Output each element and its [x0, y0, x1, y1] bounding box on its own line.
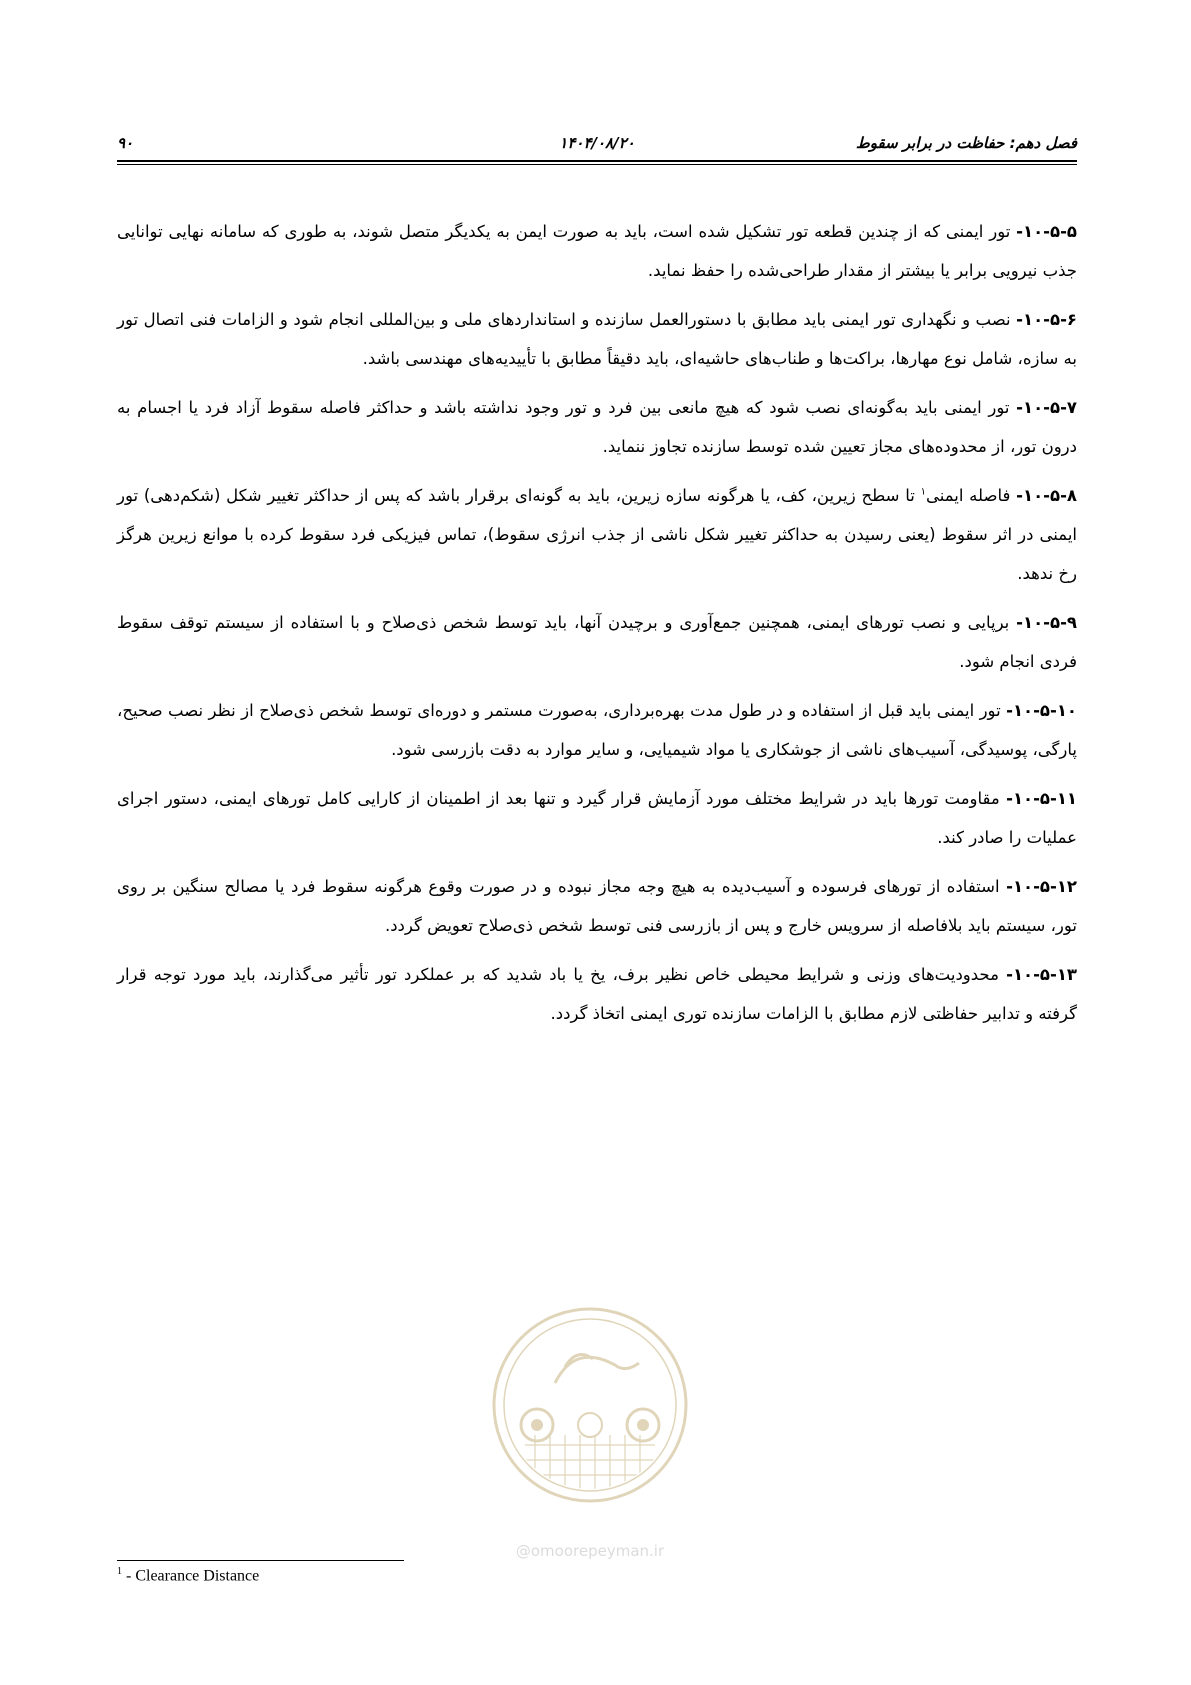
clause-10-5-11: [117, 779, 1077, 857]
page-body: [117, 212, 1077, 1043]
clause-text: تا سطح زیرین، کف، یا هرگونه سازه زیرین، باید به گونه‌ای برقرار باشد که پس از حداکثر تغییر شکل (شکم‌دهی) تور ایمنی در اثر سقوط (یعنی رسیدن به حداکثر تغییر شکل ناشی از جذب انرژی سقوط)، تماس فیزیکی فرد سقوط کرده با موانع زیرین هرگز رخ ندهد.: [117, 486, 1077, 583]
page-number: ۹۰: [117, 134, 134, 152]
watermark: [485, 1275, 695, 1575]
clause-number: ۱۰-۵-۷-: [1016, 398, 1077, 417]
clause-text: نصب و نگهداری تور ایمنی باید مطابق با دستورالعمل سازنده و استانداردهای ملی و بین‌المللی انجام شود و الزامات فنی اتصال تور به سازه، شامل نوع مهارها، براکت‌ها و طناب‌های حاشیه‌ای، باید دقیقاً مطابق با تأییدیه‌های مهندسی باشد.: [117, 310, 1077, 368]
clause-number: ۱۰-۵-۱۰-: [1006, 701, 1077, 720]
clause-number: ۱۰-۵-۱۲-: [1006, 877, 1077, 896]
footnote-marker: 1: [117, 1566, 122, 1577]
watermark-seal-icon: [485, 1275, 695, 1535]
header-date: ۱۴۰۴/۰۸/۲۰: [559, 134, 635, 152]
clause-text: تور ایمنی باید به‌گونه‌ای نصب شود که هیچ مانعی بین فرد و تور وجود نداشته باشد و حداکثر فاصله سقوط آزاد فرد یا اجسام به درون تور، از محدوده‌های مجاز تعیین شده توسط سازنده تجاوز ننماید.: [117, 398, 1077, 456]
clause-number: ۱۰-۵-۵-: [1016, 222, 1077, 241]
clause-10-5-5: [117, 212, 1077, 290]
clause-text: برپایی و نصب تورهای ایمنی، همچنین جمع‌آوری و برچیدن آنها، باید توسط شخص ذی‌صلاح و با استفاده از سیستم توقف سقوط فردی انجام شود.: [117, 613, 1077, 671]
footnote-text: - Clearance Distance: [122, 1567, 260, 1585]
clause-number: ۱۰-۵-۱۱-: [1006, 789, 1077, 808]
clause-number: ۱۰-۵-۶-: [1016, 310, 1077, 329]
clause-text-lead: فاصله ایمنی: [925, 486, 1017, 505]
header-divider: [117, 160, 1077, 165]
clause-text: استفاده از تورهای فرسوده و آسیب‌دیده به هیچ وجه مجاز نبوده و در صورت وقوع هرگونه سقوط فرد یا مصالح سنگین بر روی تور، سیستم باید بلافاصله از سرویس خارج و پس از بازرسی فنی توسط شخص ذی‌صلاح تعویض گردد.: [117, 877, 1077, 935]
clause-10-5-7: [117, 388, 1077, 466]
footnote: [117, 1566, 259, 1585]
clause-text: تور ایمنی که از چندین قطعه تور تشکیل شده است، باید به صورت ایمن به یکدیگر متصل شوند، به طوری که سامانه نهایی توانایی جذب نیرویی برابر یا بیشتر از مقدار طراحی‌شده را حفظ نماید.: [117, 222, 1077, 280]
clause-10-5-10: [117, 691, 1077, 769]
clause-10-5-12: [117, 867, 1077, 945]
clause-text: مقاومت تورها باید در شرایط مختلف مورد آزمایش قرار گیرد و تنها بعد از اطمینان از کارایی کامل تورهای ایمنی، دستور اجرای عملیات را صادر کند.: [117, 789, 1077, 847]
clause-10-5-6: [117, 300, 1077, 378]
clause-10-5-13: [117, 955, 1077, 1033]
clause-10-5-9: [117, 603, 1077, 681]
clause-text: محدودیت‌های وزنی و شرایط محیطی خاص نظیر برف، یخ یا باد شدید که بر عملکرد تور تأثیر می‌گذارند، باید مورد توجه قرار گرفته و تدابیر حفاظتی لازم مطابق با الزامات سازنده توری ایمنی اتخاذ گردد.: [117, 965, 1077, 1023]
clause-number: ۱۰-۵-۹-: [1016, 613, 1077, 632]
clause-number: ۱۰-۵-۸-: [1016, 486, 1077, 505]
footnote-reference[interactable]: ۱: [920, 486, 926, 498]
watermark-url: @omoorepeyman.ir: [515, 1542, 665, 1560]
footnote-divider: [117, 1560, 404, 1561]
clause-text: تور ایمنی باید قبل از استفاده و در طول مدت بهره‌برداری، به‌صورت مستمر و دوره‌ای توسط شخص ذی‌صلاح از نظر نصب صحیح، پارگی، پوسیدگی، آسیب‌های ناشی از جوشکاری یا مواد شیمیایی، و سایر موارد به دقت بازرسی شود.: [117, 701, 1077, 759]
chapter-title: فصل دهم: حفاظت در برابر سقوط: [855, 134, 1077, 152]
clause-10-5-8: [117, 476, 1077, 593]
clause-number: ۱۰-۵-۱۳-: [1006, 965, 1077, 984]
page-header: [117, 128, 1077, 162]
